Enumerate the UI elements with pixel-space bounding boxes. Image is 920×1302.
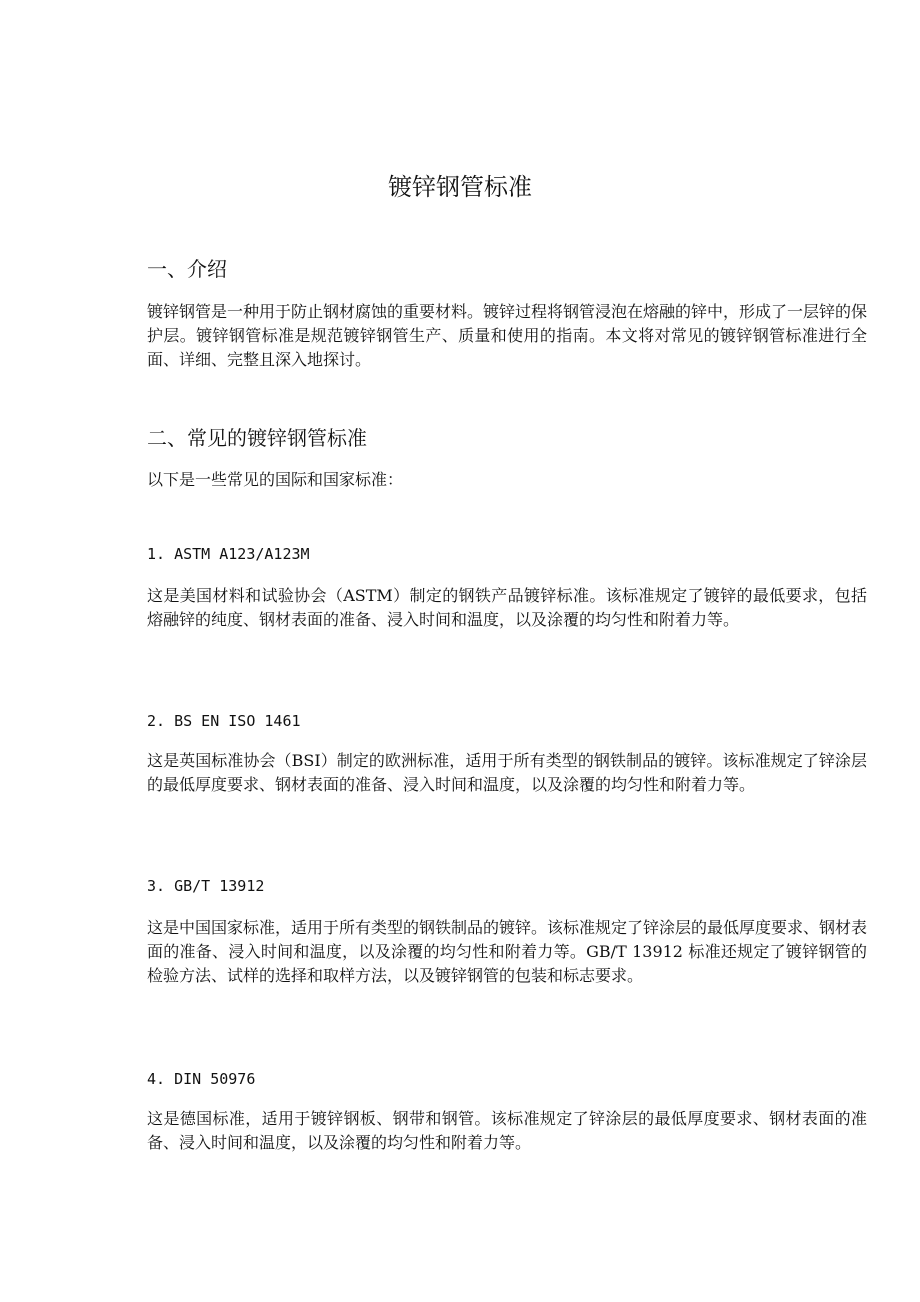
section-heading-introduction: 一、介绍 — [147, 257, 227, 281]
standard-text-din: 这是德国标准，适用于镀锌钢板、钢带和钢管。该标准规定了锌涂层的最低厚度要求、钢材表面的准备、浸入时间和温度，以及涂覆的均匀性和附着力等。 — [147, 1109, 867, 1152]
standard-title-gbt: 3. GB/T 13912 — [147, 877, 265, 895]
introduction-paragraph: 镀锌钢管是一种用于防止钢材腐蚀的重要材料。镀锌过程将钢管浸泡在熔融的锌中，形成了一层锌的保护层。镀锌钢管标准是规范镀锌钢管生产、质量和使用的指南。本文将对常见的镀锌钢管标准进行全面、详细、完整且深入地探讨。 — [147, 302, 868, 369]
standard-text-astm: 这是美国材料和试验协会（ASTM）制定的钢铁产品镀锌标准。该标准规定了镀锌的最低要求，包括熔融锌的纯度、钢材表面的准备、浸入时间和温度，以及涂覆的均匀性和附着力等。 — [147, 586, 867, 629]
standard-title-astm: 1. ASTM A123/A123M — [147, 545, 310, 563]
standard-text-bs-en-iso: 这是英国标准协会（BSI）制定的欧洲标准，适用于所有类型的钢铁制品的镀锌。该标准规定了锌涂层的最低厚度要求、钢材表面的准备、浸入时间和温度，以及涂覆的均匀性和附着力等。 — [147, 751, 867, 794]
standard-title-din: 4. DIN 50976 — [147, 1070, 256, 1088]
document-title: 镀锌钢管标准 — [388, 173, 532, 201]
section-heading-common-standards: 二、常见的镀锌钢管标准 — [147, 426, 367, 450]
standards-intro-text: 以下是一些常见的国际和国家标准： — [147, 470, 404, 489]
standard-title-bs-en-iso: 2. BS EN ISO 1461 — [147, 712, 301, 730]
standard-text-gbt: 这是中国国家标准，适用于所有类型的钢铁制品的镀锌。该标准规定了锌涂层的最低厚度要求、钢材表面的准备、浸入时间和温度，以及涂覆的均匀性和附着力等。GB/T 13912 标准还规定了镀锌钢管的检验方法、试样的选择和取样方法，以及镀锌钢管的包装和标志要求。 — [147, 918, 868, 985]
